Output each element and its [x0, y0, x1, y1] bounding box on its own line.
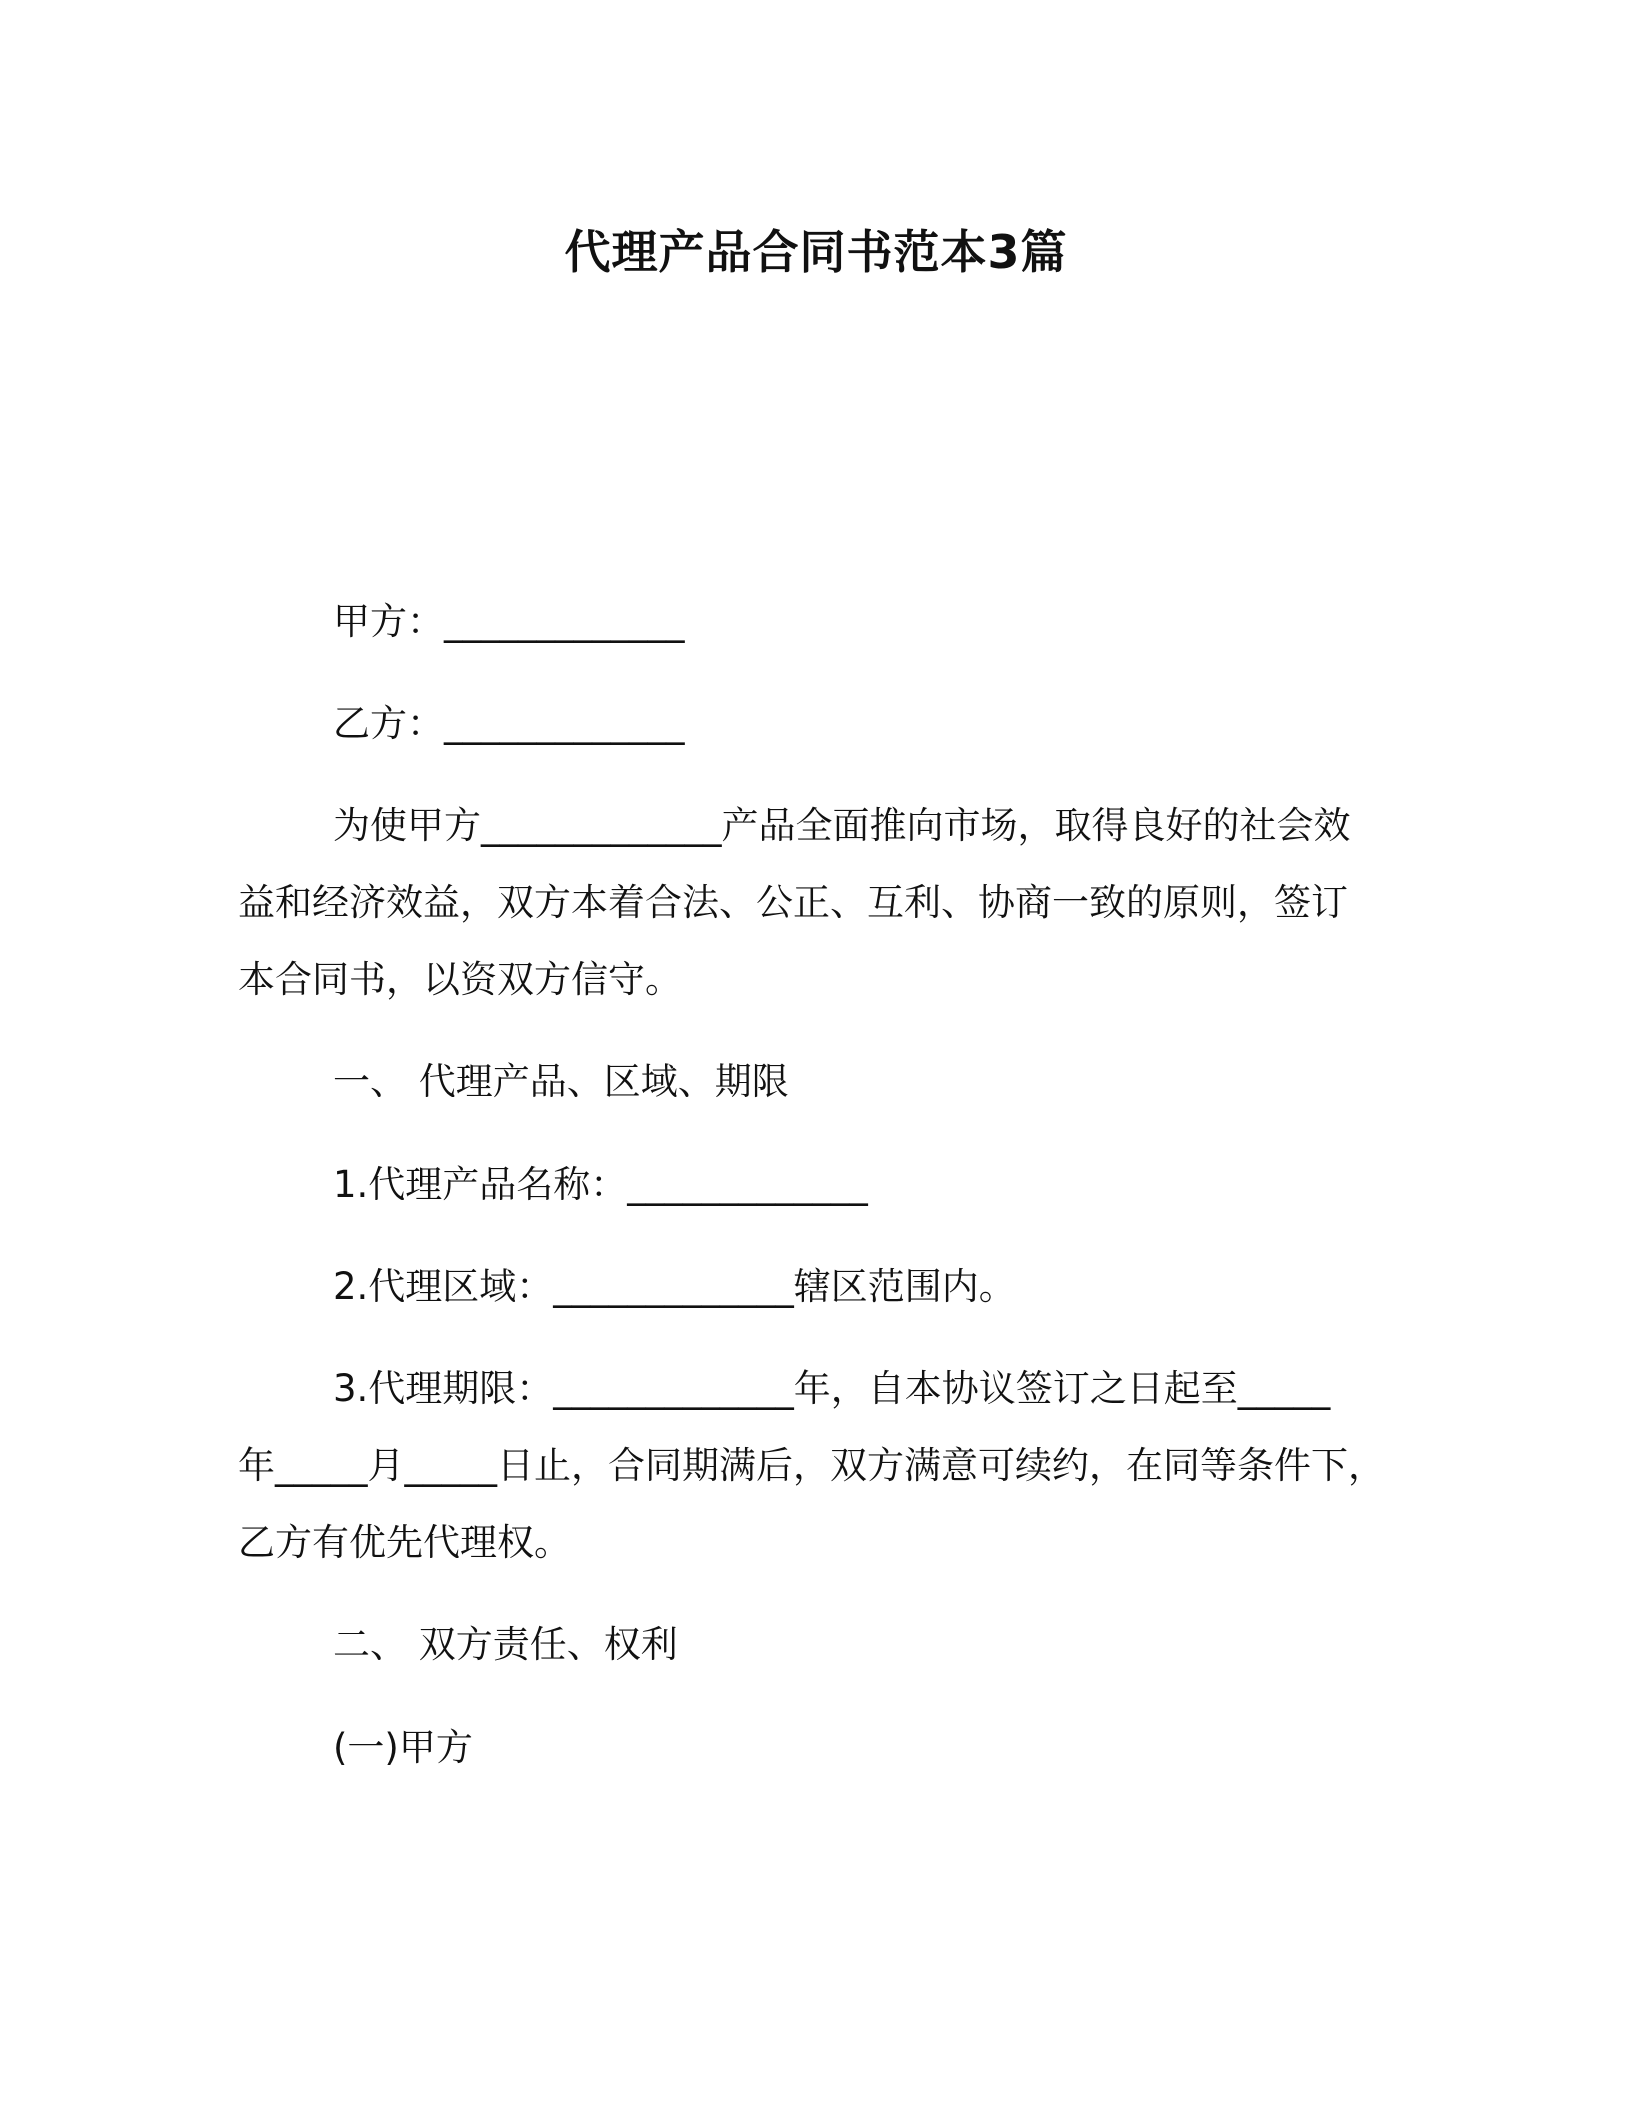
preamble-line-2: 益和经济效益，双方本着合法、公正、互利、协商一致的原则，签订 — [238, 881, 1348, 924]
item-3-term-line-2: 年_____月_____日止，合同期满后，双方满意可续约，在同等条件下， — [238, 1444, 1385, 1487]
subsection-party-a: (一)甲方 — [333, 1726, 473, 1769]
section-2-heading: 二、 双方责任、权利 — [333, 1623, 678, 1666]
item-3-term-line-1: 3.代理期限：_____________年，自本协议签订之日起至_____ — [333, 1367, 1331, 1410]
item-2-region: 2.代理区域：_____________辖区范围内。 — [333, 1265, 1016, 1308]
item-1-product-name: 1.代理产品名称：_____________ — [333, 1163, 868, 1206]
party-a-line: 甲方：_____________ — [333, 600, 685, 643]
document-title: 代理产品合同书范本3篇 — [564, 225, 1068, 279]
preamble-line-3: 本合同书，以资双方信守。 — [238, 958, 682, 1001]
preamble-line-1: 为使甲方_____________产品全面推向市场，取得良好的社会效 — [333, 804, 1351, 847]
item-3-term-line-3: 乙方有优先代理权。 — [238, 1521, 571, 1564]
section-1-heading: 一、 代理产品、区域、期限 — [333, 1060, 789, 1103]
party-b-line: 乙方：_____________ — [333, 702, 685, 745]
